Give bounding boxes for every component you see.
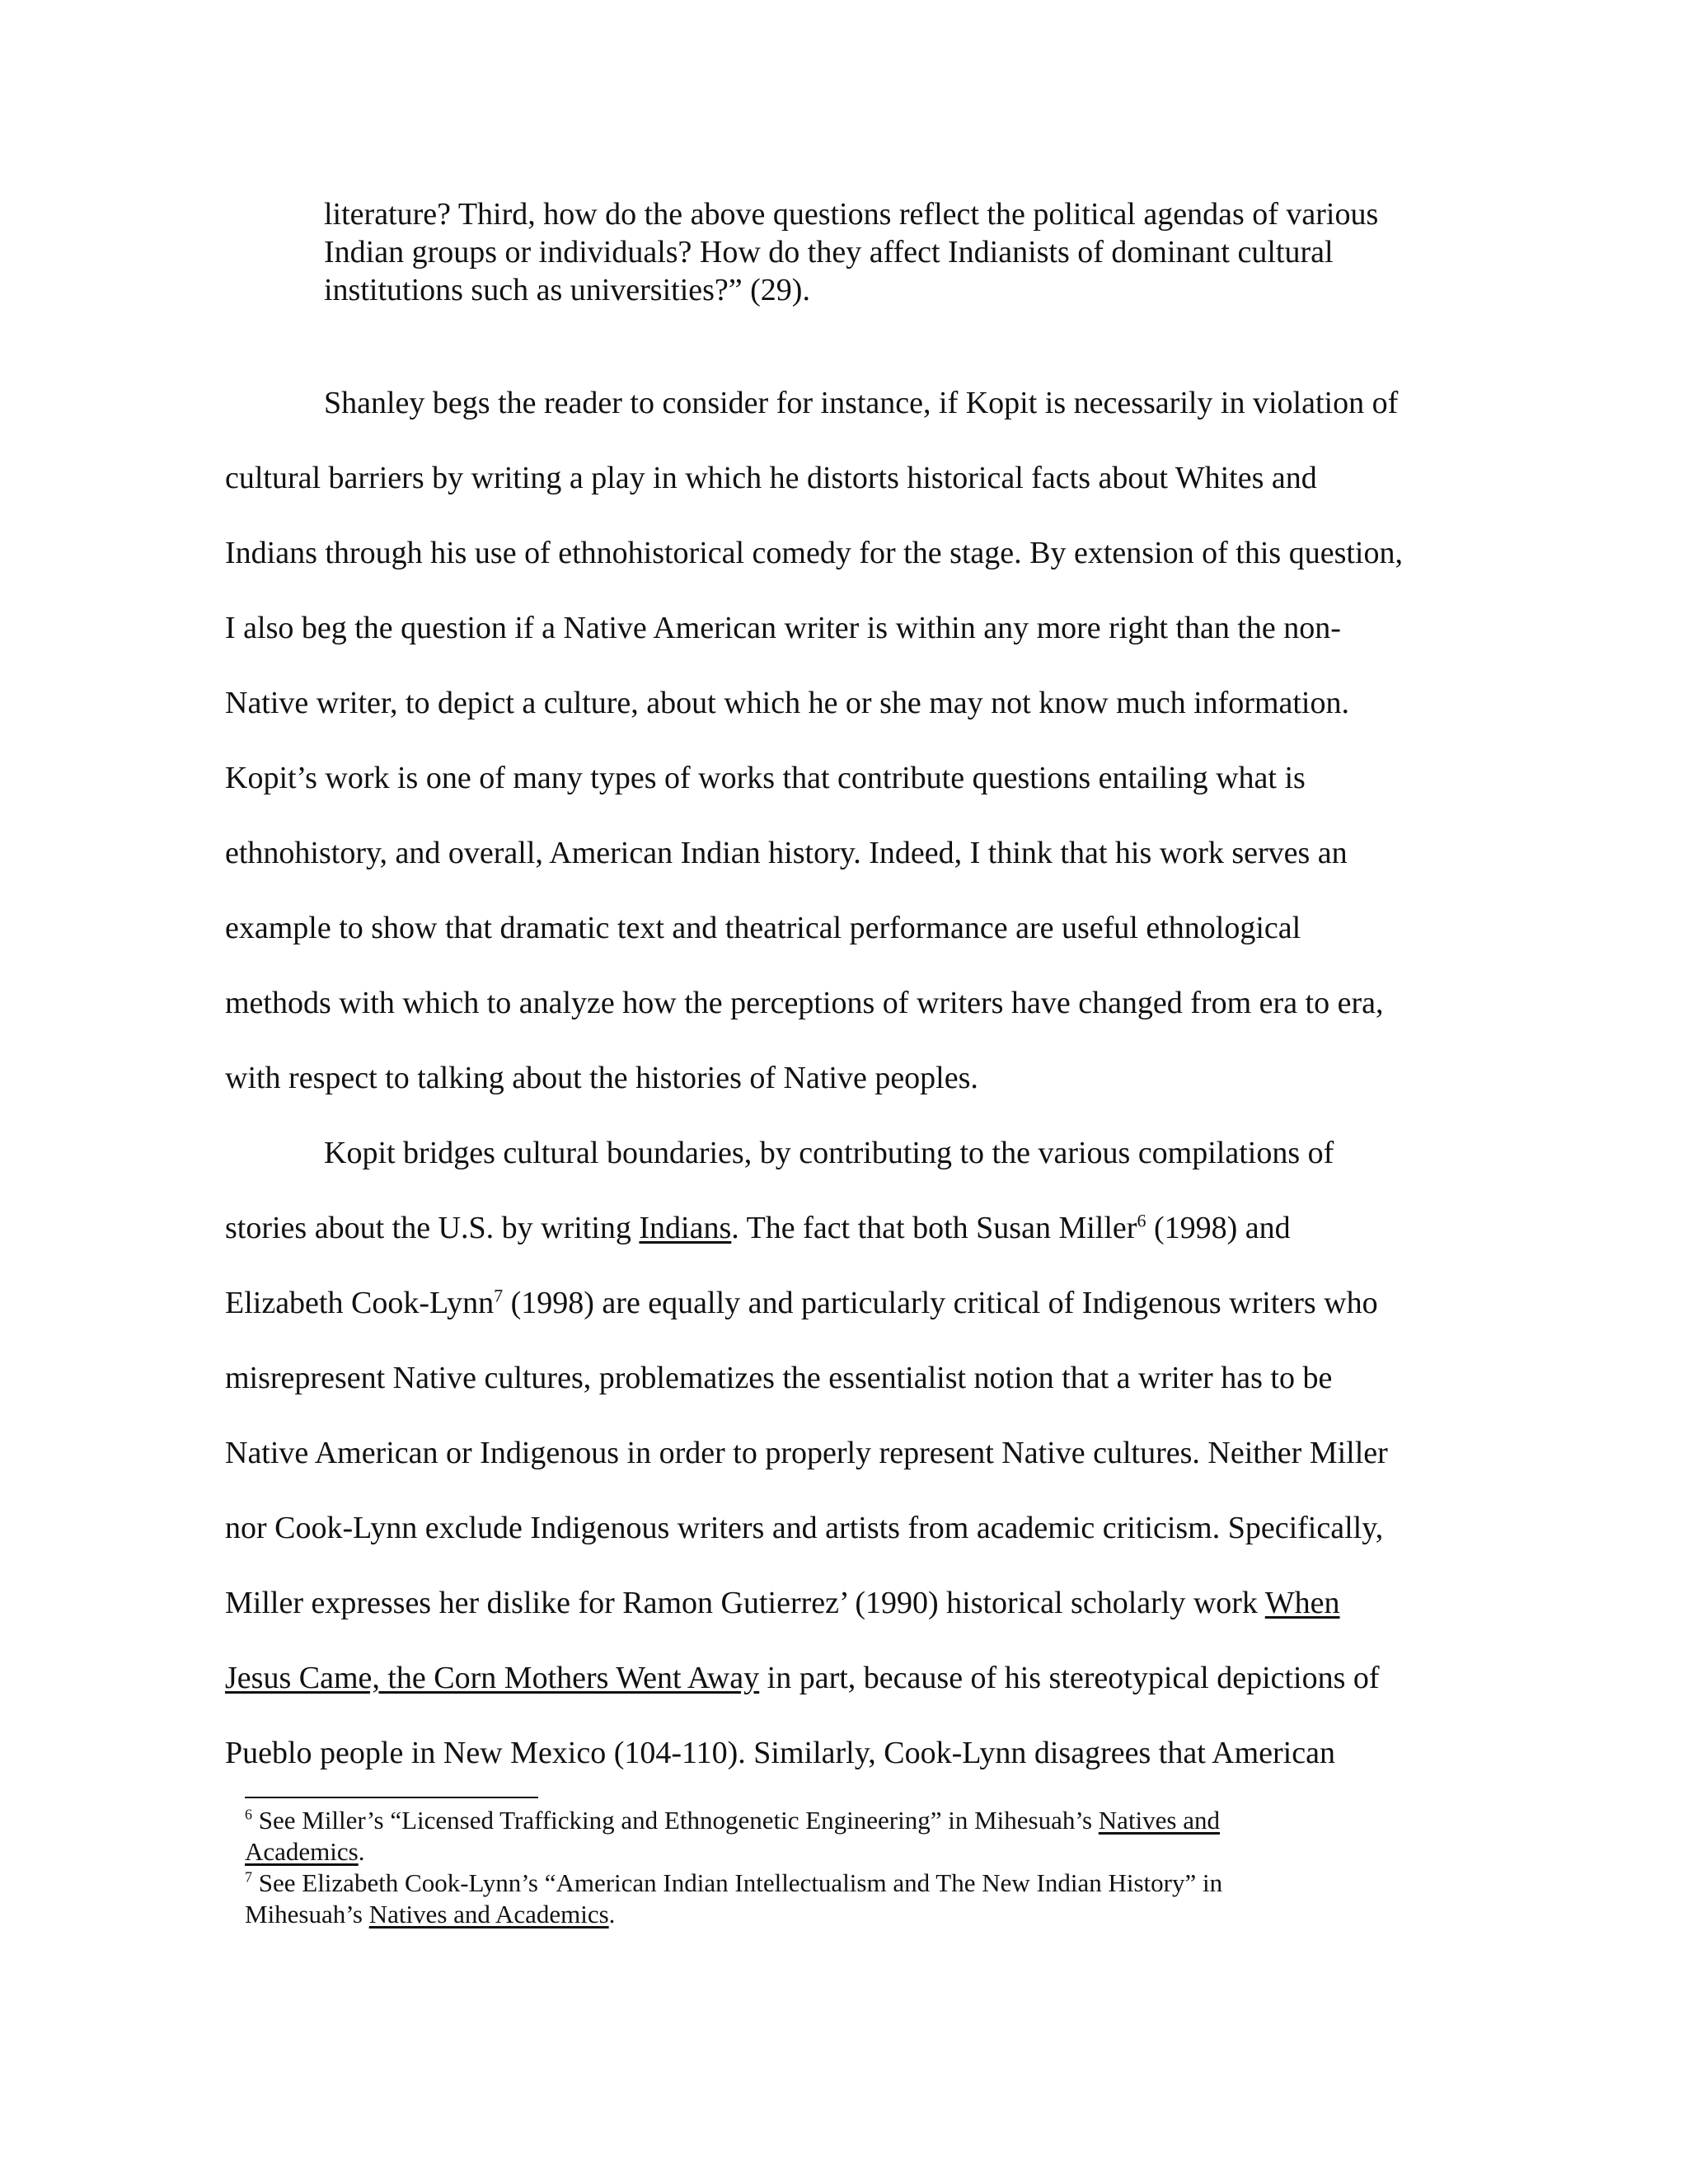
paragraph-line: methods with which to analyze how the perceptions of writers have changed from era to era,	[225, 986, 1384, 1020]
footnote-number: 6	[245, 1806, 252, 1823]
footnote-6-line	[245, 1805, 1399, 1836]
text-run: See Elizabeth Cook-Lynn’s “American Indian Intellectualism and The New Indian History” in	[252, 1868, 1223, 1897]
footnote-number: 7	[245, 1868, 252, 1886]
text-run: Elizabeth Cook-Lynn	[225, 1286, 495, 1320]
quote-line: institutions such as universities?” (29).	[324, 273, 810, 307]
footnote-ref-7: 7	[494, 1285, 504, 1306]
paragraph-line: Kopit’s work is one of many types of works that contribute questions entailing what is	[225, 761, 1306, 795]
quote-line: Indian groups or individuals? How do they affect Indianists of dominant cultural	[324, 235, 1334, 269]
paragraph-line	[225, 1584, 1339, 1622]
work-title-when-jesus-came: Jesus Came, the Corn Mothers Went Away	[225, 1661, 760, 1695]
paragraph-line: cultural barriers by writing a play in which he distorts historical facts about Whites and	[225, 461, 1317, 495]
work-title-natives-and-academics: Natives and	[1098, 1806, 1221, 1835]
paragraph-line: Indians through his use of ethnohistorical comedy for the stage. By extension of this question,	[225, 536, 1403, 570]
text-run: (1998) and	[1146, 1211, 1291, 1245]
text-run: in part, because of his stereotypical depictions of	[759, 1661, 1380, 1695]
paragraph-line: ethnohistory, and overall, American Indian history. Indeed, I think that his work serves an	[225, 836, 1348, 870]
text-run: Miller expresses her dislike for Ramon Gutierrez’ (1990) historical scholarly work	[225, 1586, 1265, 1620]
paragraph-line: Kopit bridges cultural boundaries, by contributing to the various compilations of	[324, 1136, 1334, 1170]
work-title-indians: Indians	[639, 1211, 732, 1245]
paragraph-line: Native American or Indigenous in order to properly represent Native cultures. Neither Miller	[225, 1436, 1388, 1470]
text-run: . The fact that both Susan Miller	[731, 1211, 1137, 1245]
paragraph-line: example to show that dramatic text and theatrical performance are useful ethnological	[225, 911, 1301, 945]
footnote-separator	[245, 1797, 538, 1798]
block-quote	[324, 195, 1461, 309]
work-title-natives-and-academics: Natives and Academics	[368, 1900, 609, 1929]
footnote-ref-6: 6	[1137, 1210, 1146, 1231]
footnote-7-line	[245, 1868, 1399, 1899]
paragraph-line: Native writer, to depict a culture, about which he or she may not know much information.	[225, 686, 1349, 720]
quote-line: literature? Third, how do the above questions reflect the political agendas of various	[324, 197, 1379, 232]
paragraph-line	[225, 1284, 1378, 1322]
text-run: .	[608, 1900, 616, 1929]
footnote-7-line	[245, 1899, 1399, 1930]
text-run: See Miller’s “Licensed Trafficking and Ethnogenetic Engineering” in Mihesuah’s	[252, 1806, 1099, 1835]
paragraph-line: I also beg the question if a Native American writer is within any more right than the non-	[225, 611, 1341, 645]
paragraph-line: misrepresent Native cultures, problematizes the essentialist notion that a writer has to be	[225, 1361, 1333, 1395]
work-title-natives-and-academics: Academics	[245, 1837, 359, 1866]
paragraph-line	[225, 1209, 1291, 1247]
paragraph-line	[225, 1659, 1380, 1697]
work-title-when-jesus-came: When	[1264, 1586, 1340, 1620]
text-run: Mihesuah’s	[245, 1900, 369, 1929]
text-run: (1998) are equally and particularly critical of Indigenous writers who	[503, 1286, 1378, 1320]
paragraph-line: with respect to talking about the histories of Native peoples.	[225, 1061, 978, 1095]
footnotes	[245, 1805, 1399, 1930]
paragraph-line: Pueblo people in New Mexico (104-110). Similarly, Cook-Lynn disagrees that American	[225, 1736, 1335, 1770]
text-run: stories about the U.S. by writing	[225, 1211, 640, 1245]
paragraph-line: Shanley begs the reader to consider for instance, if Kopit is necessarily in violation of	[324, 386, 1399, 420]
paragraph-line: nor Cook-Lynn exclude Indigenous writers and artists from academic criticism. Specifically,	[225, 1511, 1384, 1545]
footnote-6-line	[245, 1836, 1399, 1868]
text-run: .	[358, 1837, 365, 1866]
